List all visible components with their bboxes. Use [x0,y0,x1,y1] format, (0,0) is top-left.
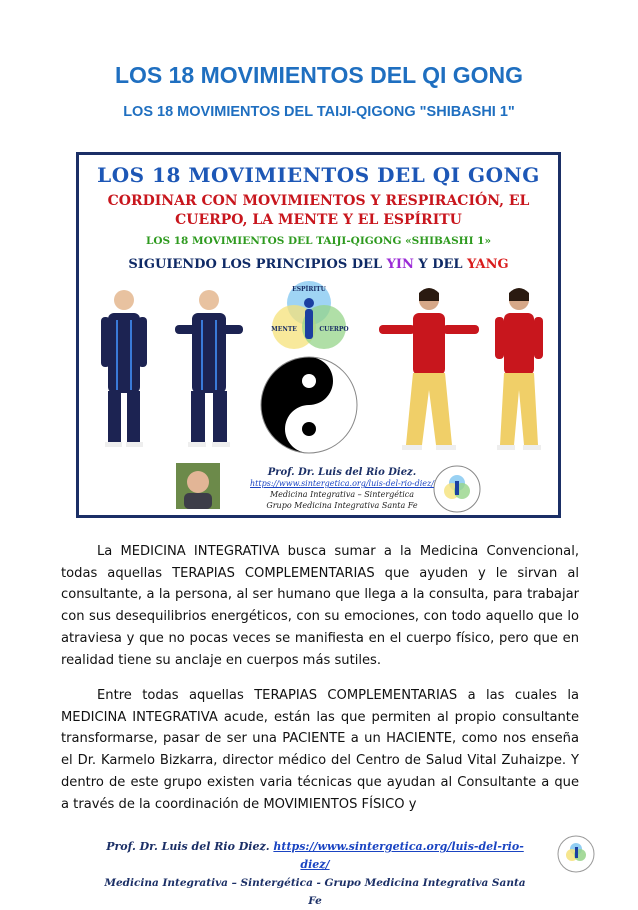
footer-link[interactable]: https://www.sintergetica.org/luis-del-rio-diez/ [273,840,524,871]
poster-line-5-mid: Y DEL [413,257,468,272]
poster-author-name: Prof. Dr. Luis del Rio Diez. [267,467,417,478]
poster-image [76,152,561,518]
page-title: LOS 18 MOVIMIENTOS DEL QI GONG [114,62,524,88]
poster-author-line-3: Medicina Integrativa – Sintergética [269,490,415,499]
yang-word: YANG [467,257,509,272]
man-figure-1 [101,290,147,447]
poster-line-4: LOS 18 MOVIMIENTOS DEL TAIJI-QIGONG «SHIBASHI 1» [145,235,492,247]
poster-title: LOS 18 MOVIMIENTOS DEL QI GONG [97,163,540,187]
woman-figure-1 [379,288,479,450]
poster-author-block [247,467,437,511]
footer-line-2: Medicina Integrativa – Sintergética - Grupo Medicina Integrativa Santa Fe [104,877,526,907]
page-footer [100,838,530,910]
venn-label-mente: MENTE [271,326,297,333]
woman-figure-2 [495,288,543,450]
poster-line-5-pre: SIGUIENDO LOS PRINCIPIOS DEL [128,257,387,272]
man-figure-2 [175,290,243,447]
venn-label-cuerpo: CUERPO [319,326,349,333]
venn-label-espiritu: ESPÍRITU [292,286,326,293]
body-paragraph-1: La MEDICINA INTEGRATIVA busca sumar a la Medicina Convencional, todas aquellas TERAPIAS COMPLEMENTARIAS que ayuden y le sirvan al consultante, a la persona, al ser humano que llega a la consulta, para trabajar con sus desequilibrios energéticos, con su emociones, con todo aquello que lo atraviesa y que no pocas veces se manifiesta en el cuerpo físico, pero que en realidad tiene su anclaje en cuerpos más sutiles. [61,544,579,668]
poster-logo [434,466,480,512]
yin-word: YIN [386,257,414,272]
poster-illustration [79,155,558,515]
footer-author: Prof. Dr. Luis del Rio Diez. [106,840,274,853]
poster-line-3: CUERPO, LA MENTE Y EL ESPÍRITU [175,212,462,228]
yin-yang-icon [261,357,357,453]
page-subtitle: LOS 18 MOVIMIENTOS DEL TAIJI-QIGONG "SHIBASHI 1" [123,104,515,120]
poster-author-link[interactable]: https://www.sintergetica.org/luis-del-rio-diez/ [250,479,434,488]
venn-diagram [271,281,349,349]
author-photo [176,463,220,509]
poster-line-2: CORDINAR CON MOVIMIENTOS Y RESPIRACIÓN, EL [107,193,530,209]
footer-line-1 [100,838,530,874]
poster-author-line-4: Grupo Medicina Integrativa Santa Fe [266,501,418,510]
footer-logo-icon [556,834,596,874]
body-paragraph-2: Entre todas aquellas TERAPIAS COMPLEMENTARIAS a las cuales la MEDICINA INTEGRATIVA acude, están las que permiten al propio consultante transformarse, pasar de ser una PACIENTE a un HACIENTE, como nos enseña el Dr. Karmelo Bizkarra, director médico del Centro de Salud Vital Zuhaizpe. Y dentro de este grupo existen varia técnicas que ayudan al Consultante a que a través de la coordinación de MOVIMIENTOS FÍSICO y [61,688,579,812]
